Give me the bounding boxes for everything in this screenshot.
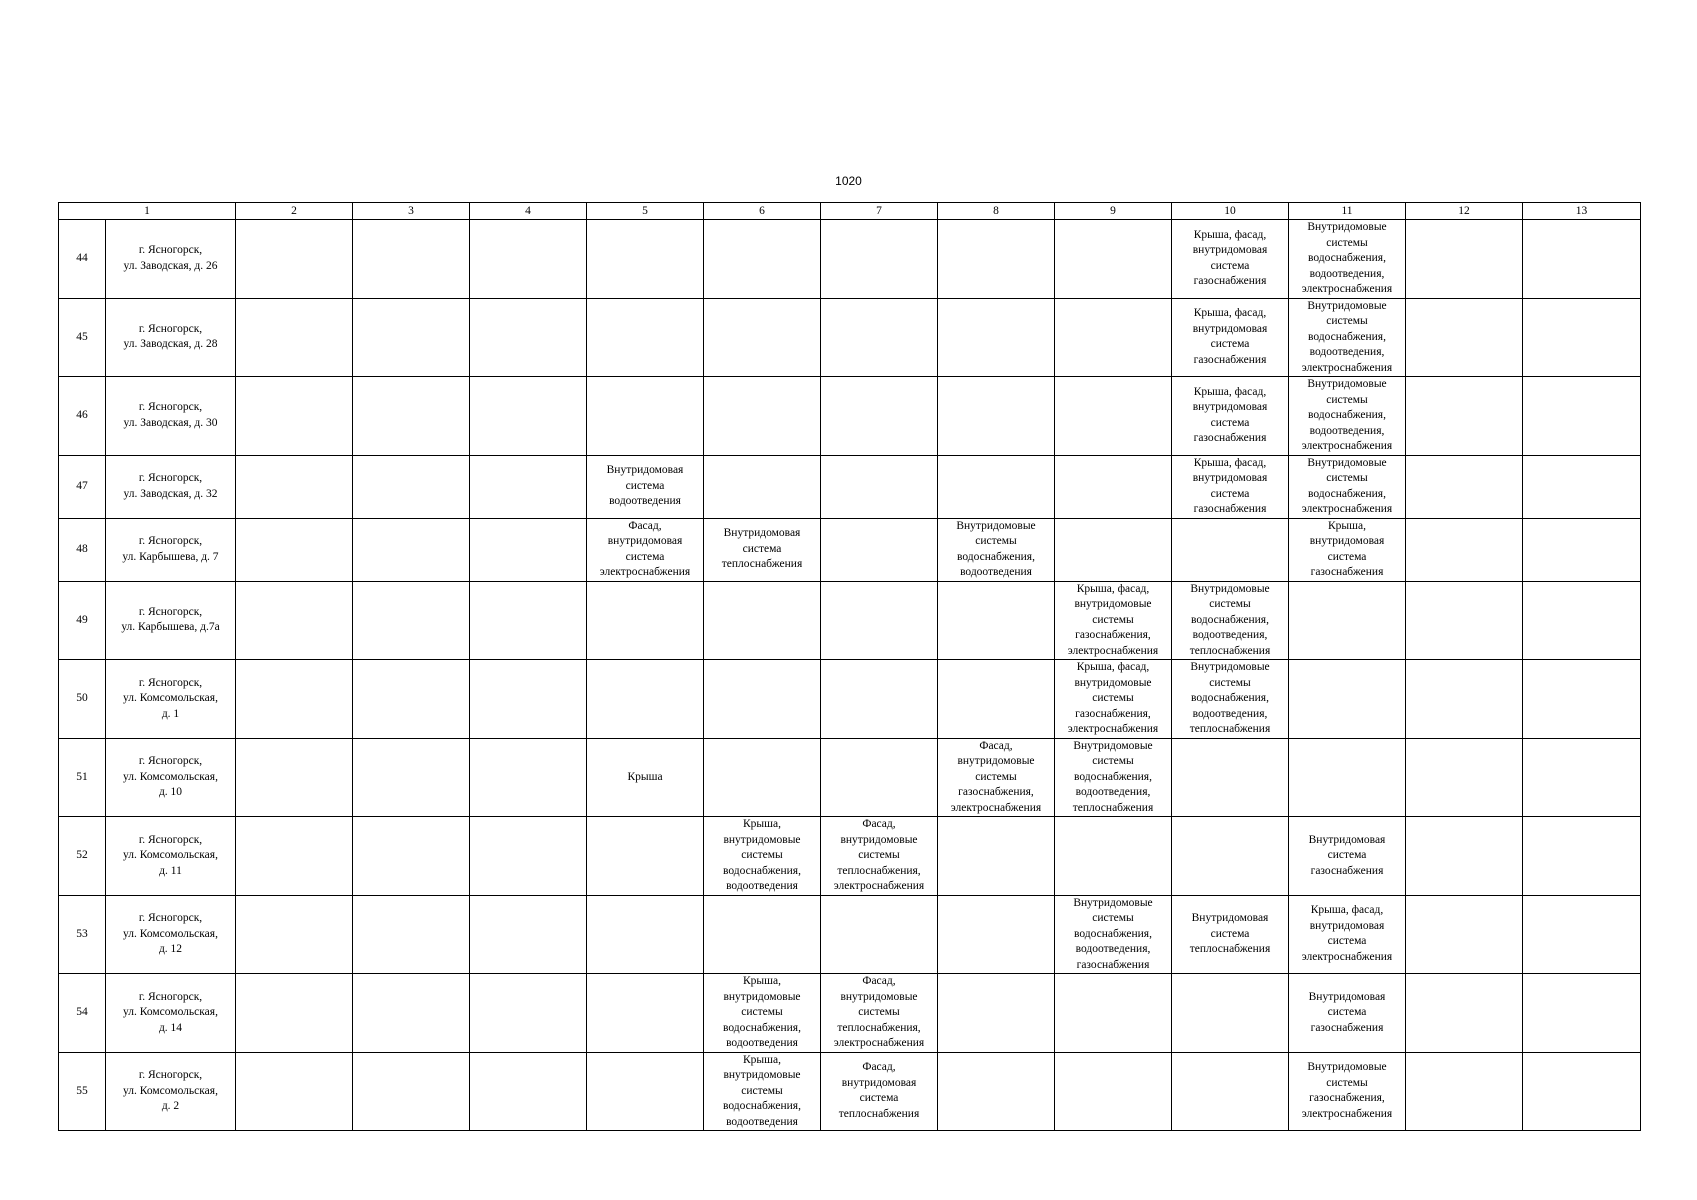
col-10-cell — [1172, 974, 1289, 1053]
col-13-cell — [1523, 220, 1641, 299]
col-5-cell — [587, 518, 704, 581]
address-cell-text: г. Ясногорск, ул. Заводская, д. 28 — [123, 322, 218, 351]
col-6-cell — [704, 455, 821, 518]
table-row — [59, 220, 1641, 299]
table-header-row — [59, 203, 1641, 220]
col-9-cell — [1055, 377, 1172, 456]
address-cell-text: г. Ясногорск, ул. Заводская, д. 30 — [123, 401, 218, 429]
col-8-cell — [938, 1052, 1055, 1131]
column-header: 7 — [821, 203, 938, 220]
col-2-cell — [236, 895, 353, 974]
address-cell-text: г. Ясногорск, ул. Заводская, д. 32 — [123, 472, 218, 500]
column-header: 8 — [938, 203, 1055, 220]
row-number — [59, 220, 106, 299]
col-4-cell — [470, 220, 587, 299]
address-cell-text: г. Ясногорск, ул. Комсомольская, д. 11 — [123, 833, 218, 877]
row-number-text: 55 — [76, 1084, 88, 1097]
table-row — [59, 817, 1641, 896]
col-9-cell — [1055, 518, 1172, 581]
col-9-cell — [1055, 455, 1172, 518]
col-7-cell — [821, 974, 938, 1053]
table-row — [59, 298, 1641, 377]
col-11-cell-text: Внутридомовые системы водоснабжения, водоотведения, электроснабжения — [1301, 221, 1393, 295]
table-row — [59, 738, 1641, 817]
row-number-text: 51 — [76, 770, 88, 783]
col-6-cell — [704, 738, 821, 817]
col-5-cell-text: Фасад, внутридомовая система электроснабжения — [599, 519, 691, 578]
col-10-cell-text: Крыша, фасад, внутридомовая система газоснабжения — [1192, 228, 1268, 288]
col-10-cell — [1172, 581, 1289, 660]
col-6-cell-text: Внутридомовая система теплоснабжения — [721, 527, 803, 571]
col-13-cell — [1523, 581, 1641, 660]
col-12-cell — [1406, 377, 1523, 456]
col-10-cell — [1172, 220, 1289, 299]
col-11-cell — [1289, 895, 1406, 974]
address-cell-text: г. Ясногорск, ул. Заводская, д. 26 — [123, 244, 218, 272]
col-9-cell — [1055, 220, 1172, 299]
col-8-cell — [938, 220, 1055, 299]
address-cell — [106, 518, 236, 581]
column-header: 2 — [236, 203, 353, 220]
col-9-cell — [1055, 298, 1172, 377]
col-4-cell — [470, 660, 587, 739]
col-13-cell — [1523, 660, 1641, 739]
column-header: 6 — [704, 203, 821, 220]
address-cell-text: г. Ясногорск, ул. Карбышева, д.7а — [121, 605, 220, 634]
col-3-cell — [353, 455, 470, 518]
col-10-cell-text: Внутридомовые системы водоснабжения, водоотведения, теплоснабжения — [1189, 661, 1271, 735]
col-3-cell — [353, 298, 470, 377]
col-2-cell — [236, 974, 353, 1053]
col-10-cell-text: Внутридомовые системы водоснабжения, водоотведения, теплоснабжения — [1189, 582, 1271, 657]
col-3-cell — [353, 817, 470, 896]
col-11-cell — [1289, 974, 1406, 1053]
col-11-cell-text: Внутридомовые системы водоснабжения, водоотведения, электроснабжения — [1301, 378, 1393, 452]
col-4-cell — [470, 817, 587, 896]
address-cell-text: г. Ясногорск, ул. Комсомольская, д. 1 — [123, 676, 218, 720]
column-header: 10 — [1172, 203, 1289, 220]
col-9-cell — [1055, 660, 1172, 739]
col-4-cell — [470, 738, 587, 817]
col-13-cell — [1523, 377, 1641, 456]
col-9-cell-text: Внутридомовые системы водоснабжения, водоотведения, теплоснабжения — [1072, 739, 1154, 814]
col-7-cell — [821, 518, 938, 581]
col-4-cell — [470, 377, 587, 456]
col-5-cell — [587, 895, 704, 974]
col-11-cell — [1289, 220, 1406, 299]
col-13-cell — [1523, 895, 1641, 974]
col-10-cell — [1172, 660, 1289, 739]
col-11-cell-text: Внутридомовые системы водоснабжения, водоотведения, электроснабжения — [1301, 299, 1393, 374]
col-5-cell — [587, 377, 704, 456]
col-8-cell — [938, 377, 1055, 456]
col-12-cell — [1406, 738, 1523, 817]
col-10-cell — [1172, 518, 1289, 581]
col-2-cell — [236, 377, 353, 456]
col-5-cell — [587, 220, 704, 299]
address-cell-text: г. Ясногорск, ул. Карбышева, д. 7 — [122, 535, 219, 563]
col-11-cell-text: Крыша, внутридомовая система газоснабжения — [1309, 519, 1385, 578]
col-11-cell — [1289, 518, 1406, 581]
col-13-cell — [1523, 455, 1641, 518]
col-11-cell — [1289, 455, 1406, 518]
address-cell — [106, 581, 236, 660]
col-6-cell-text: Крыша, внутридомовые системы водоснабжения, водоотведения — [723, 1053, 801, 1128]
col-7-cell-text: Фасад, внутридомовые системы теплоснабжения, электроснабжения — [833, 818, 925, 892]
row-number-text: 44 — [76, 252, 88, 264]
row-number — [59, 518, 106, 581]
col-10-cell-text: Крыша, фасад, внутридомовая система газоснабжения — [1192, 456, 1268, 515]
col-10-cell — [1172, 1052, 1289, 1131]
col-6-cell-text: Крыша, внутридомовые системы водоснабжения, водоотведения — [723, 818, 801, 892]
col-11-cell-text: Внутридомовая система газоснабжения — [1308, 833, 1386, 877]
col-9-cell — [1055, 1052, 1172, 1131]
col-11-cell-text: Внутридомовые системы газоснабжения, электроснабжения — [1301, 1061, 1393, 1120]
col-7-cell — [821, 220, 938, 299]
col-13-cell — [1523, 518, 1641, 581]
col-12-cell — [1406, 895, 1523, 974]
row-number — [59, 660, 106, 739]
col-3-cell — [353, 660, 470, 739]
address-cell-text: г. Ясногорск, ул. Комсомольская, д. 12 — [123, 912, 218, 955]
col-5-cell — [587, 1052, 704, 1131]
col-10-cell-text: Крыша, фасад, внутридомовая система газоснабжения — [1192, 385, 1268, 445]
col-6-cell-text: Крыша, внутридомовые системы водоснабжения, водоотведения — [723, 975, 801, 1049]
col-6-cell — [704, 817, 821, 896]
col-10-cell-text: Внутридомовая система теплоснабжения — [1189, 912, 1271, 955]
column-header: 1 — [59, 203, 236, 220]
column-header: 9 — [1055, 203, 1172, 220]
table-row — [59, 377, 1641, 456]
table-row — [59, 895, 1641, 974]
col-10-cell-text: Крыша, фасад, внутридомовая система газоснабжения — [1192, 307, 1268, 366]
row-number-text: 45 — [76, 330, 88, 343]
address-cell-text: г. Ясногорск, ул. Комсомольская, д. 14 — [123, 990, 218, 1034]
col-3-cell — [353, 518, 470, 581]
col-6-cell — [704, 298, 821, 377]
col-11-cell — [1289, 1052, 1406, 1131]
column-header: 4 — [470, 203, 587, 220]
col-9-cell — [1055, 581, 1172, 660]
repair-schedule-table — [58, 202, 1641, 1131]
col-9-cell — [1055, 974, 1172, 1053]
address-cell — [106, 1052, 236, 1131]
col-5-cell — [587, 738, 704, 817]
col-8-cell — [938, 581, 1055, 660]
col-11-cell — [1289, 581, 1406, 660]
col-13-cell — [1523, 817, 1641, 896]
col-4-cell — [470, 581, 587, 660]
column-header: 12 — [1406, 203, 1523, 220]
address-cell-text: г. Ясногорск, ул. Комсомольская, д. 2 — [123, 1069, 218, 1112]
col-9-cell — [1055, 817, 1172, 896]
col-6-cell — [704, 518, 821, 581]
col-12-cell — [1406, 817, 1523, 896]
col-2-cell — [236, 581, 353, 660]
col-13-cell — [1523, 298, 1641, 377]
col-12-cell — [1406, 581, 1523, 660]
col-4-cell — [470, 974, 587, 1053]
col-4-cell — [470, 1052, 587, 1131]
row-number — [59, 377, 106, 456]
col-3-cell — [353, 1052, 470, 1131]
row-number — [59, 298, 106, 377]
col-9-cell — [1055, 895, 1172, 974]
col-2-cell — [236, 220, 353, 299]
address-cell — [106, 817, 236, 896]
col-3-cell — [353, 895, 470, 974]
col-9-cell-text: Внутридомовые системы водоснабжения, водоотведения, газоснабжения — [1073, 896, 1153, 971]
row-number — [59, 581, 106, 660]
row-number-text: 53 — [76, 927, 88, 940]
col-7-cell-text: Фасад, внутридомовые системы теплоснабжения, электроснабжения — [833, 975, 925, 1049]
col-13-cell — [1523, 738, 1641, 817]
col-5-cell — [587, 817, 704, 896]
col-10-cell — [1172, 377, 1289, 456]
col-11-cell-text: Внутридомовые системы водоснабжения, электроснабжения — [1301, 456, 1393, 515]
col-11-cell-text: Крыша, фасад, внутридомовая система электроснабжения — [1301, 904, 1393, 963]
col-12-cell — [1406, 660, 1523, 739]
col-7-cell — [821, 1052, 938, 1131]
col-11-cell — [1289, 377, 1406, 456]
col-4-cell — [470, 895, 587, 974]
col-8-cell — [938, 817, 1055, 896]
row-number-text: 52 — [76, 849, 88, 861]
col-4-cell — [470, 518, 587, 581]
col-5-cell — [587, 298, 704, 377]
col-12-cell — [1406, 974, 1523, 1053]
col-7-cell — [821, 298, 938, 377]
col-2-cell — [236, 817, 353, 896]
col-12-cell — [1406, 518, 1523, 581]
address-cell — [106, 974, 236, 1053]
col-2-cell — [236, 1052, 353, 1131]
col-11-cell — [1289, 817, 1406, 896]
col-9-cell-text: Крыша, фасад, внутридомовые системы газоснабжения, электроснабжения — [1067, 582, 1159, 657]
col-10-cell — [1172, 738, 1289, 817]
row-number-text: 49 — [76, 613, 88, 626]
row-number — [59, 974, 106, 1053]
col-7-cell — [821, 817, 938, 896]
col-4-cell — [470, 298, 587, 377]
col-9-cell-text: Крыша, фасад, внутридомовые системы газоснабжения, электроснабжения — [1067, 661, 1159, 735]
col-10-cell — [1172, 895, 1289, 974]
col-12-cell — [1406, 220, 1523, 299]
col-5-cell — [587, 455, 704, 518]
col-3-cell — [353, 377, 470, 456]
column-header: 11 — [1289, 203, 1406, 220]
col-13-cell — [1523, 974, 1641, 1053]
col-6-cell — [704, 660, 821, 739]
row-number-text: 46 — [76, 409, 88, 421]
col-7-cell — [821, 738, 938, 817]
row-number-text: 54 — [76, 1006, 88, 1018]
address-cell-text: г. Ясногорск, ул. Комсомольская, д. 10 — [123, 755, 218, 798]
col-12-cell — [1406, 1052, 1523, 1131]
row-number — [59, 738, 106, 817]
col-4-cell — [470, 455, 587, 518]
table-row — [59, 1052, 1641, 1131]
page-number: 1020 — [835, 174, 862, 188]
row-number — [59, 1052, 106, 1131]
col-2-cell — [236, 660, 353, 739]
col-2-cell — [236, 455, 353, 518]
row-number-text: 47 — [76, 479, 88, 492]
column-header: 13 — [1523, 203, 1641, 220]
col-7-cell — [821, 581, 938, 660]
col-9-cell — [1055, 738, 1172, 817]
row-number-text: 48 — [76, 542, 88, 555]
address-cell — [106, 377, 236, 456]
col-6-cell — [704, 220, 821, 299]
address-cell — [106, 895, 236, 974]
col-5-cell-text: Крыша — [627, 770, 663, 783]
col-6-cell — [704, 377, 821, 456]
address-cell — [106, 738, 236, 817]
col-8-cell — [938, 455, 1055, 518]
col-3-cell — [353, 738, 470, 817]
row-number — [59, 817, 106, 896]
col-8-cell-text: Фасад, внутридомовые системы газоснабжения, электроснабжения — [950, 739, 1042, 814]
col-12-cell — [1406, 298, 1523, 377]
table-row — [59, 660, 1641, 739]
col-11-cell — [1289, 738, 1406, 817]
col-3-cell — [353, 974, 470, 1053]
col-6-cell — [704, 1052, 821, 1131]
col-7-cell — [821, 895, 938, 974]
col-8-cell — [938, 895, 1055, 974]
row-number — [59, 455, 106, 518]
col-7-cell — [821, 660, 938, 739]
table-row — [59, 974, 1641, 1053]
col-3-cell — [353, 581, 470, 660]
col-10-cell — [1172, 298, 1289, 377]
col-8-cell — [938, 974, 1055, 1053]
col-11-cell — [1289, 298, 1406, 377]
col-5-cell-text: Внутридомовая система водоотведения — [606, 464, 684, 508]
col-6-cell — [704, 974, 821, 1053]
col-8-cell — [938, 738, 1055, 817]
col-6-cell — [704, 895, 821, 974]
address-cell — [106, 455, 236, 518]
col-10-cell — [1172, 455, 1289, 518]
col-13-cell — [1523, 1052, 1641, 1131]
table-row — [59, 455, 1641, 518]
row-number — [59, 895, 106, 974]
col-7-cell — [821, 455, 938, 518]
col-6-cell — [704, 581, 821, 660]
col-2-cell — [236, 298, 353, 377]
col-8-cell-text: Внутридомовые системы водоснабжения, водоотведения — [956, 519, 1036, 578]
col-2-cell — [236, 738, 353, 817]
col-10-cell — [1172, 817, 1289, 896]
col-3-cell — [353, 220, 470, 299]
address-cell — [106, 298, 236, 377]
col-8-cell — [938, 518, 1055, 581]
col-12-cell — [1406, 455, 1523, 518]
row-number-text: 50 — [76, 692, 88, 704]
col-11-cell-text: Внутридомовая система газоснабжения — [1308, 990, 1386, 1034]
col-7-cell — [821, 377, 938, 456]
table-row — [59, 518, 1641, 581]
col-5-cell — [587, 660, 704, 739]
column-header: 3 — [353, 203, 470, 220]
column-header: 5 — [587, 203, 704, 220]
col-5-cell — [587, 581, 704, 660]
col-7-cell-text: Фасад, внутридомовая система теплоснабжения — [838, 1061, 920, 1120]
address-cell — [106, 660, 236, 739]
col-5-cell — [587, 974, 704, 1053]
col-2-cell — [236, 518, 353, 581]
col-11-cell — [1289, 660, 1406, 739]
address-cell — [106, 220, 236, 299]
col-8-cell — [938, 298, 1055, 377]
col-8-cell — [938, 660, 1055, 739]
table-row — [59, 581, 1641, 660]
